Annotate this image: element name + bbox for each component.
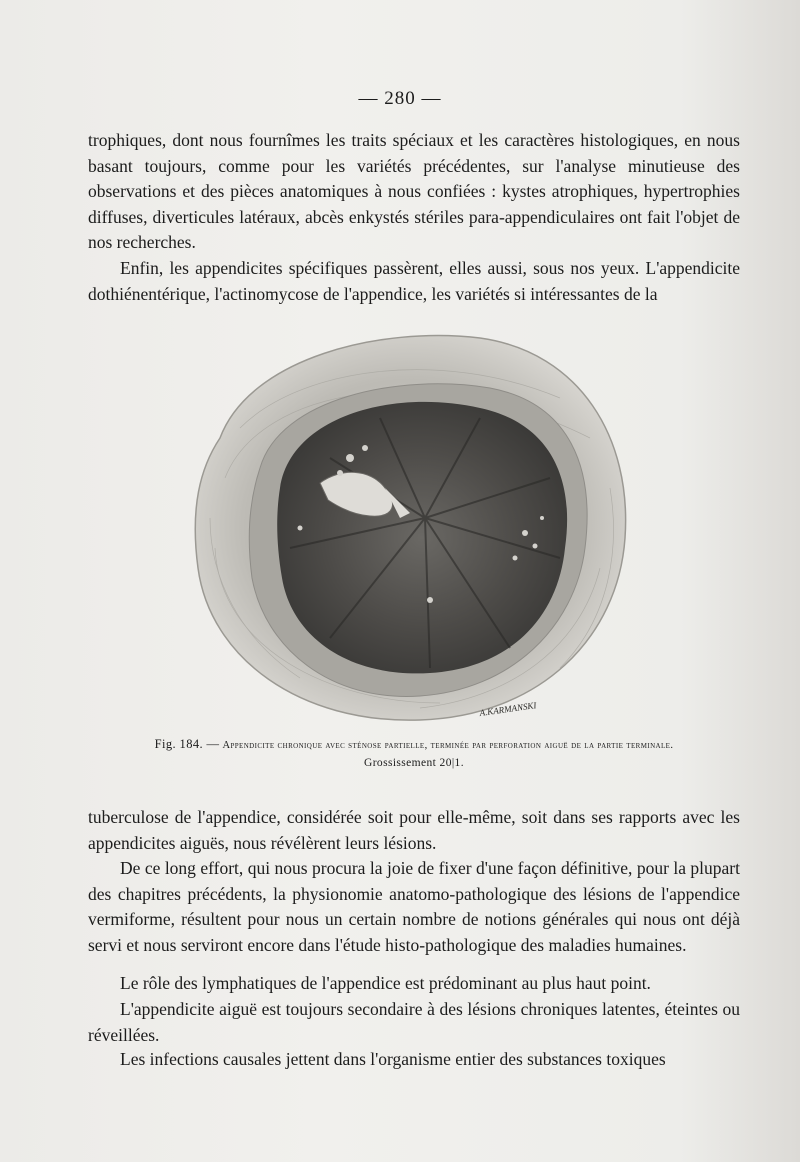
paragraph-5: Le rôle des lymphatiques de l'appendice est prédominant au plus haut point.: [120, 973, 651, 993]
paragraph-1: trophiques, dont nous fournîmes les traits spéciaux et les caractères histologiques, en nous basant toujours, comme pour les variétés précédentes, sur l'analyse minutieuse des observations et des pièces anatomiques à nous confiées : kystes atrophiques, hypertrophies diffuses, diverticules latéraux, abcès enkystés stériles para-appendiculaires ont fait l'objet de nos recherches.: [88, 130, 740, 252]
figure-caption: [88, 735, 740, 755]
paragraph-7: Les infections causales jettent dans l'organisme entier des substances toxiques: [120, 1049, 666, 1069]
figure-label: Fig. 184. —: [154, 737, 220, 751]
appendix-mucosa: [277, 402, 567, 674]
appendix-cross-section-illustration: [180, 318, 640, 728]
histology-figure: [180, 318, 640, 728]
paragraph-6: L'appendicite aiguë est toujours secondaire à des lésions chroniques latentes, éteintes ou réveillées.: [88, 999, 740, 1045]
figure-magnification: Grossissement 20|1.: [364, 757, 464, 769]
figure-title: Appendicite chronique avec sténose partielle, terminée par perforation aiguë de la partie terminale.: [222, 740, 674, 751]
paragraph-2: Enfin, les appendicites spécifiques passèrent, elles aussi, sous nos yeux. L'appendicite dothiénentérique, l'actinomycose de l'appendice, les variétés si intéressantes de la: [88, 258, 740, 304]
paragraph-4: De ce long effort, qui nous procura la joie de fixer d'une façon définitive, pour la plupart des chapitres précédents, la physionomie anatomo-pathologique des lésions de l'appendice vermiforme, résultent pour nous un certain nombre de notions générales qui nous ont déjà servi et nous serviront encore dans l'étude histo-pathologique des maladies humaines.: [88, 858, 740, 955]
paragraph-3: tuberculose de l'appendice, considérée soit pour elle-même, soit dans ses rapports avec les appendicites aiguës, nous révélèrent leurs lésions.: [88, 807, 740, 853]
page-number: — 280 —: [358, 88, 442, 109]
illustrator-signature: A.KARMANSKI: [478, 700, 537, 718]
